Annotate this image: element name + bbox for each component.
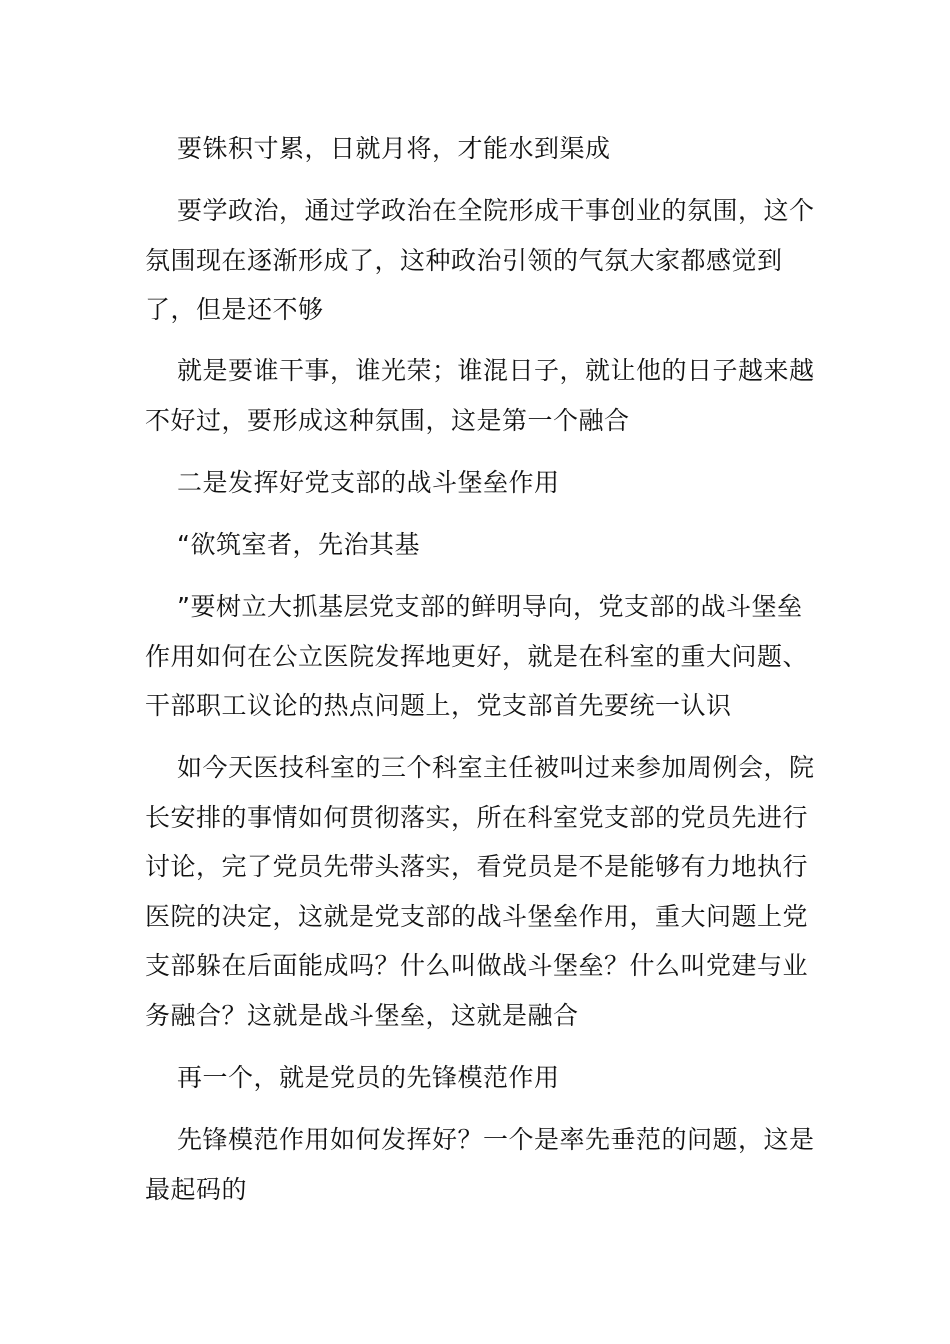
paragraph: 要铢积寸累，日就月将，才能水到渠成: [177, 134, 611, 163]
paragraph: ”要树立大抓基层党支部的鲜明导向，党支部的战斗堡垒作用如何在公立医院发挥地更好，就是在科室的重大问题、干部职工议论的热点问题上，党支部首先要统一认识: [145, 592, 809, 720]
paragraph: 就是要谁干事，谁光荣；谁混日子，就让他的日子越来越不好过，要形成这种氛围，这是第一个融合: [145, 356, 815, 435]
paragraph: 先锋模范作用如何发挥好？一个是率先垂范的问题，这是最起码的: [145, 1125, 815, 1204]
section-heading: 二是发挥好党支部的战斗堡垒作用: [177, 468, 560, 497]
paragraph: 如今天医技科室的三个科室主任被叫过来参加周例会，院长安排的事情如何贯彻落实，所在科室党支部的党员先进行讨论，完了党员先带头落实，看党员是不是能够有力地执行医院的决定，这就是党支部的战斗堡垒作用，重大问题上党支部躲在后面能成吗？什么叫做战斗堡垒？什么叫党建与业务融合？这就是战斗堡垒，这就是融合: [145, 753, 815, 1030]
section-heading: 再一个，就是党员的先锋模范作用: [177, 1063, 560, 1092]
quote-paragraph: “欲筑室者，先治其基: [177, 530, 420, 559]
paragraph: 要学政治，通过学政治在全院形成干事创业的氛围，这个氛围现在逐渐形成了，这种政治引领的气氛大家都感觉到了，但是还不够: [145, 196, 815, 324]
